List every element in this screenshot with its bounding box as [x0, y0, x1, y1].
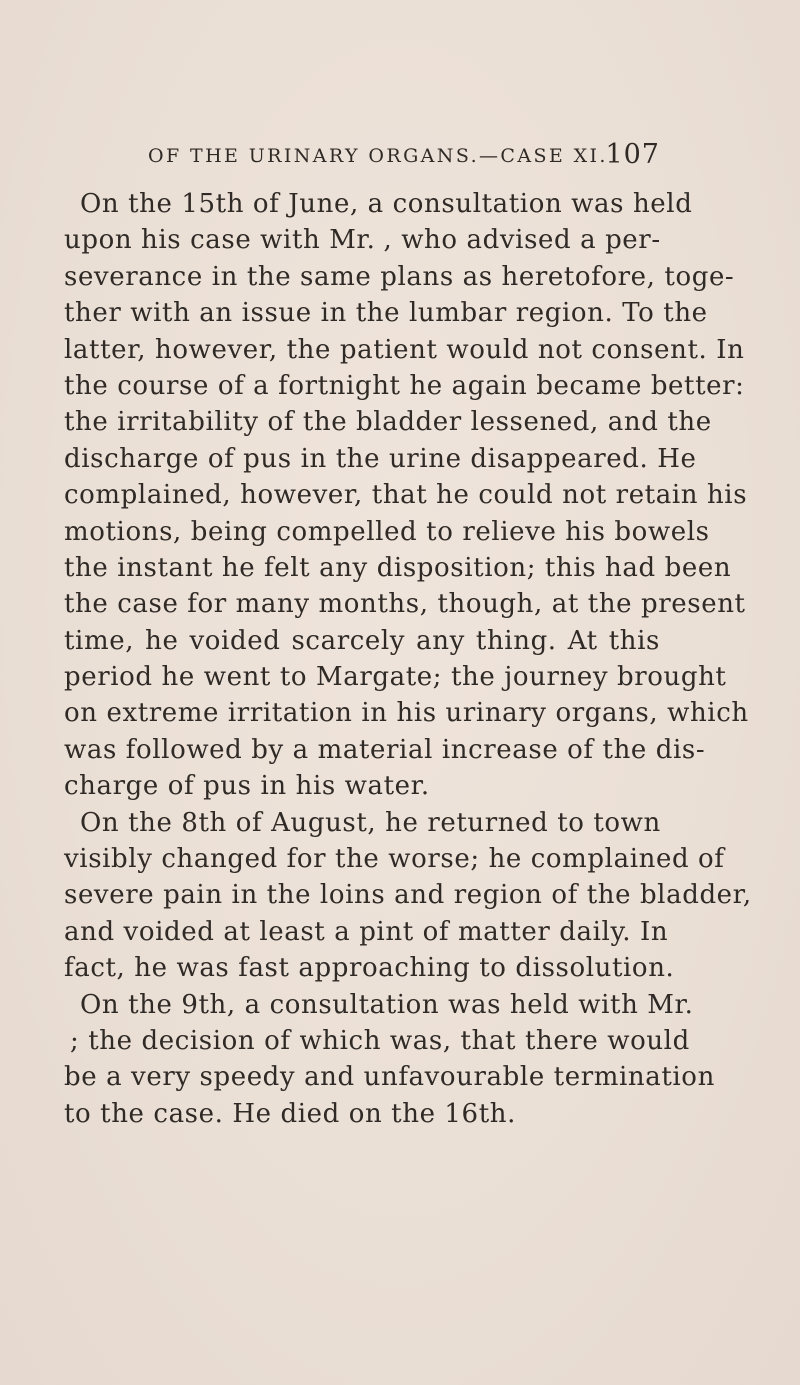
text-line: to the case. He died on the 16th. — [64, 1098, 516, 1129]
text-line: visibly changed for the worse; he complained of — [64, 844, 725, 875]
text-line: On the 9th, a consultation was held with Mr. — [80, 989, 694, 1020]
text-fragment: , who advised a per- — [383, 225, 661, 256]
text-line: latter, however, the patient would not consent. In — [64, 334, 745, 365]
text-line: fact, he was fast approaching to dissolution. — [64, 953, 675, 984]
text-line: period he went to Margate; the journey brought — [64, 662, 727, 693]
text-line — [64, 1023, 690, 1059]
text-line: time, he voided scarcely any thing. At this — [64, 625, 660, 656]
text-line: charge of pus in his water. — [64, 771, 430, 802]
text-line: severance in the same plans as heretofore, toge- — [64, 261, 735, 292]
text-line: motions, being compelled to relieve his bowels — [64, 516, 710, 547]
text-line: the irritability of the bladder lessened, and the — [64, 407, 712, 438]
text-line: and voided at least a pint of matter daily. In — [64, 916, 669, 947]
text-line: severe pain in the loins and region of the bladder, — [64, 880, 752, 911]
text-line: discharge of pus in the urine disappeared. He — [64, 443, 697, 474]
text-fragment: ; the decision of which was, that there would — [70, 1025, 690, 1056]
text-line: the course of a fortnight he again became better: — [64, 370, 745, 401]
text-line: complained, however, that he could not retain his — [64, 480, 748, 511]
text-line: be a very speedy and unfavourable termination — [64, 1062, 715, 1093]
text-line: the case for many months, though, at the present — [64, 589, 746, 620]
text-line: the instant he felt any disposition; this had been — [64, 552, 732, 583]
page-number: 107 — [605, 139, 660, 170]
text-line — [64, 222, 660, 258]
body-text — [64, 186, 752, 1132]
text-line: was followed by a material increase of the dis- — [64, 734, 706, 765]
text-line: ther with an issue in the lumbar region. To the — [64, 298, 708, 329]
page-header — [148, 139, 660, 173]
running-head: OF THE URINARY ORGANS.—CASE XI. — [148, 145, 608, 167]
text-line: on extreme irritation in his urinary organs, which — [64, 698, 749, 729]
text-fragment: upon his case with Mr. — [64, 225, 376, 256]
text-line: On the 15th of June, a consultation was held — [80, 189, 693, 219]
text-line: On the 8th of August, he returned to town — [80, 807, 661, 838]
